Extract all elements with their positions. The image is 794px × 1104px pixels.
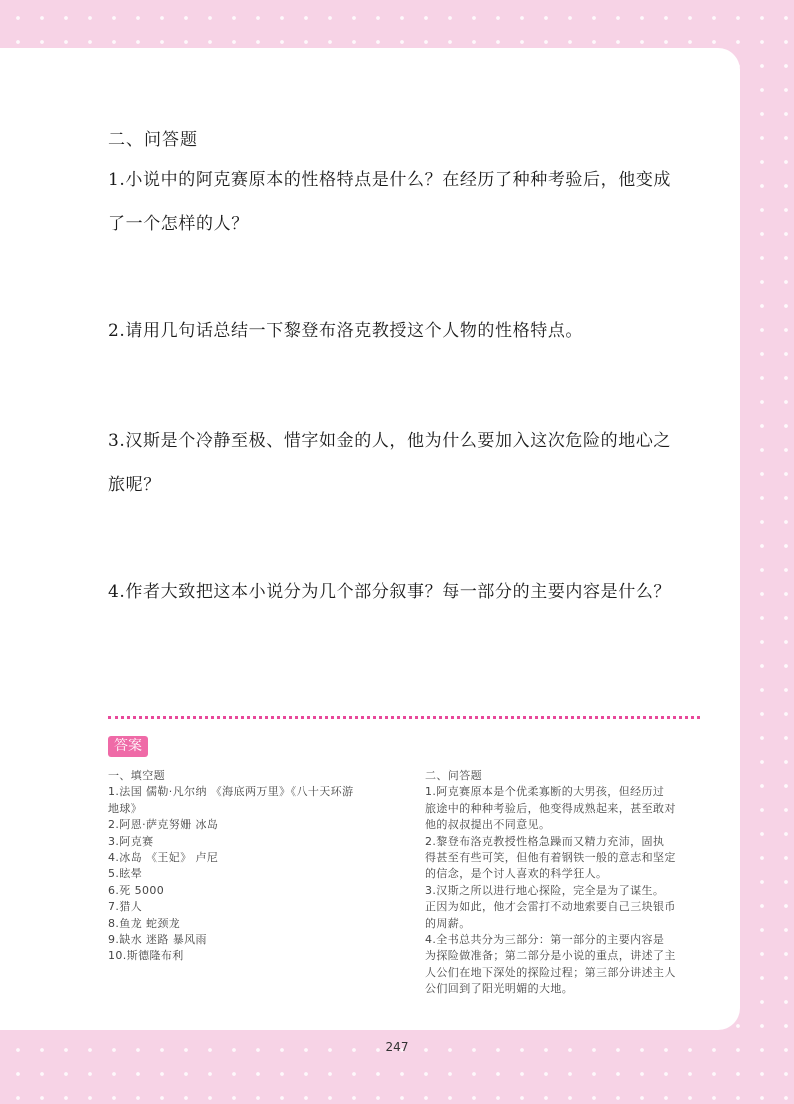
answer-line: 得甚至有些可笑，但他有着钢铁一般的意志和坚定 bbox=[425, 851, 676, 865]
answer-line: 人公们在地下深处的探险过程；第三部分讲述主人 bbox=[425, 965, 676, 979]
answer-line: 5.眩晕 bbox=[108, 867, 143, 881]
question-1-line-1: 1.小说中的阿克赛原本的性格特点是什么？在经历了种种考验后，他变成 bbox=[108, 170, 672, 190]
answer-line: 2.阿恩·萨克努姗 冰岛 bbox=[108, 818, 219, 832]
answers-fill-in-column bbox=[108, 768, 408, 965]
answer-line: 8.鱼龙 蛇颈龙 bbox=[108, 916, 181, 930]
section-title: 二、问答题 bbox=[108, 130, 198, 150]
answer-line: 3.汉斯之所以进行地心探险，完全是为了谋生。 bbox=[425, 883, 665, 897]
answer-line: 3.阿克赛 bbox=[108, 834, 154, 848]
answer-line: 1.法国 儒勒·凡尔纳 《海底两万里》《八十天环游 bbox=[108, 785, 354, 799]
question-3 bbox=[108, 419, 708, 507]
answer-line: 的信念，是个讨人喜欢的科学狂人。 bbox=[425, 867, 608, 881]
answer-line: 公们回到了阳光明媚的大地。 bbox=[425, 982, 574, 996]
question-1 bbox=[108, 158, 708, 246]
answers-qa-column bbox=[425, 768, 705, 998]
answer-line: 的周薪。 bbox=[425, 916, 471, 930]
question-4-line-1: 4.作者大致把这本小说分为几个部分叙事？每一部分的主要内容是什么？ bbox=[108, 582, 672, 602]
question-1-line-2: 了一个怎样的人？ bbox=[108, 214, 249, 234]
answer-line: 7.猎人 bbox=[108, 900, 143, 914]
page-number: 247 bbox=[385, 1040, 409, 1054]
answer-badge: 答案 bbox=[108, 736, 148, 757]
answer-line: 2.黎登布洛克教授性格急躁而又精力充沛，固执 bbox=[425, 834, 665, 848]
answer-line: 正因为如此，他才会雷打不动地索要自己三块银币 bbox=[425, 900, 676, 914]
answer-line: 一、填空题 bbox=[108, 769, 165, 782]
answer-line: 9.缺水 迷路 暴风雨 bbox=[108, 933, 207, 947]
question-2 bbox=[108, 309, 708, 353]
question-3-line-2: 旅呢？ bbox=[108, 475, 161, 495]
answer-line: 4.冰岛 《王妃》 卢尼 bbox=[108, 851, 219, 865]
answer-line: 1.阿克赛原本是个优柔寡断的大男孩，但经历过 bbox=[425, 785, 665, 799]
question-3-line-1: 3.汉斯是个冷静至极、惜字如金的人，他为什么要加入这次危险的地心之 bbox=[108, 431, 672, 451]
answer-line: 他的叔叔提出不同意见。 bbox=[425, 818, 551, 832]
answer-line: 旅途中的种种考验后，他变得成熟起来，甚至敢对 bbox=[425, 801, 676, 815]
answer-line: 4.全书总共分为三部分：第一部分的主要内容是 bbox=[425, 933, 665, 947]
answer-line: 10.斯德隆布利 bbox=[108, 949, 184, 963]
answer-line: 二、问答题 bbox=[425, 769, 482, 782]
answer-line: 6.死 5000 bbox=[108, 883, 165, 897]
answer-line: 为探险做准备；第二部分是小说的重点，讲述了主 bbox=[425, 949, 676, 963]
answer-divider bbox=[108, 716, 700, 719]
question-4 bbox=[108, 570, 708, 614]
answer-line: 地球》 bbox=[108, 801, 143, 815]
question-2-line-1: 2.请用几句话总结一下黎登布洛克教授这个人物的性格特点。 bbox=[108, 321, 584, 341]
